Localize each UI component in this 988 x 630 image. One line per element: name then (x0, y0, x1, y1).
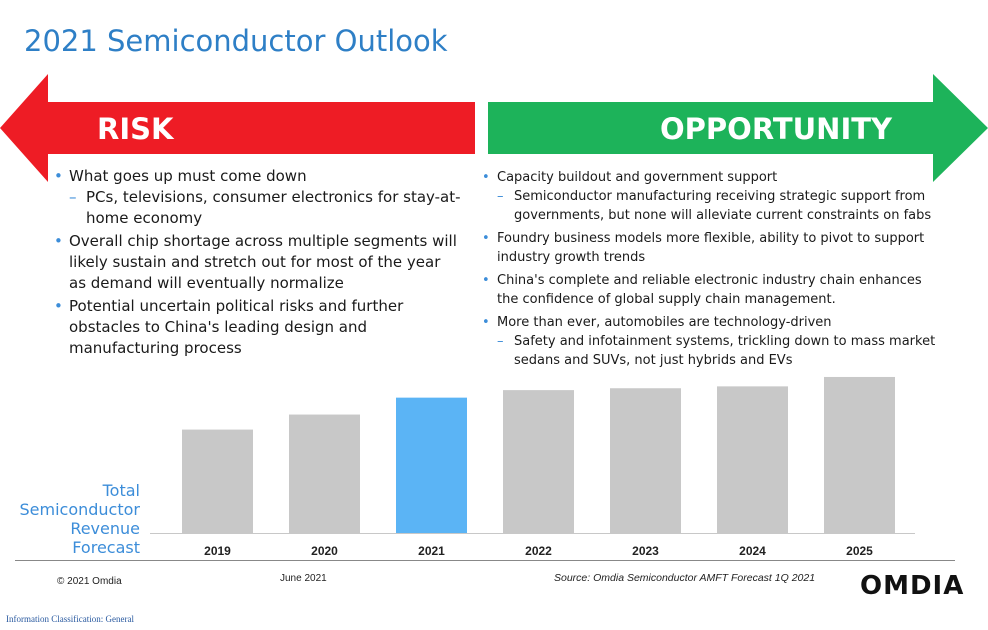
footer-divider (15, 560, 955, 561)
bar-2020 (289, 415, 360, 533)
bar-2025 (824, 377, 895, 533)
source-text: Source: Omdia Semiconductor AMFT Forecast 1Q 2021 (554, 572, 816, 584)
slide-title: 2021 Semiconductor Outlook (24, 24, 448, 58)
x-tick-label: 2023 (632, 544, 659, 558)
risk-bullet-list (52, 164, 462, 359)
bar-2024 (717, 386, 788, 533)
opportunity-bullet-list (480, 164, 945, 370)
opportunity-sub-bullet: – Safety and infotainment systems, trickling down to mass market sedans and SUVs, not just hybrids and EVs (480, 332, 945, 370)
copyright-text: © 2021 Omdia (57, 576, 122, 587)
x-tick-label: 2021 (418, 544, 445, 558)
risk-bullet: • Potential uncertain political risks and further obstacles to China's leading design and manufacturing process (52, 296, 462, 359)
x-tick-label: 2022 (525, 544, 552, 558)
bar-2023 (610, 388, 681, 533)
bar-2019 (182, 430, 253, 533)
risk-bullet: • Overall chip shortage across multiple segments will likely sustain and stretch out for most of the year as demand will eventually normalize (52, 231, 462, 294)
bar-2021 (396, 398, 467, 533)
brand-logo: OMDIA (860, 571, 965, 601)
opportunity-bullet: • Capacity buildout and government support (480, 168, 945, 187)
chart-title: Total Semiconductor Revenue Forecast (19, 481, 140, 557)
opportunity-bullet: • Foundry business models more flexible, ability to pivot to support industry growth trends (480, 229, 945, 267)
opportunity-bullet: • More than ever, automobiles are technology-driven (480, 313, 945, 332)
date-text: June 2021 (280, 573, 327, 584)
opportunity-sub-bullet: – Semiconductor manufacturing receiving strategic support from governments, but none will alleviate current constraints on fabs (480, 187, 945, 225)
x-tick-label: 2020 (311, 544, 338, 558)
opportunity-bullet: • China's complete and reliable electronic industry chain enhances the confidence of global supply chain management. (480, 271, 945, 309)
chart-baseline (150, 533, 915, 534)
risk-label: RISK (97, 112, 174, 146)
opportunity-label: OPPORTUNITY (660, 112, 893, 146)
bar-2022 (503, 390, 574, 533)
risk-sub-bullet: – PCs, televisions, consumer electronics for stay-at-home economy (52, 187, 462, 229)
classification-text: Information Classification: General (6, 614, 134, 624)
x-tick-label: 2025 (846, 544, 873, 558)
x-tick-label: 2019 (204, 544, 231, 558)
x-tick-label: 2024 (739, 544, 766, 558)
risk-bullet: • What goes up must come down (52, 166, 462, 187)
